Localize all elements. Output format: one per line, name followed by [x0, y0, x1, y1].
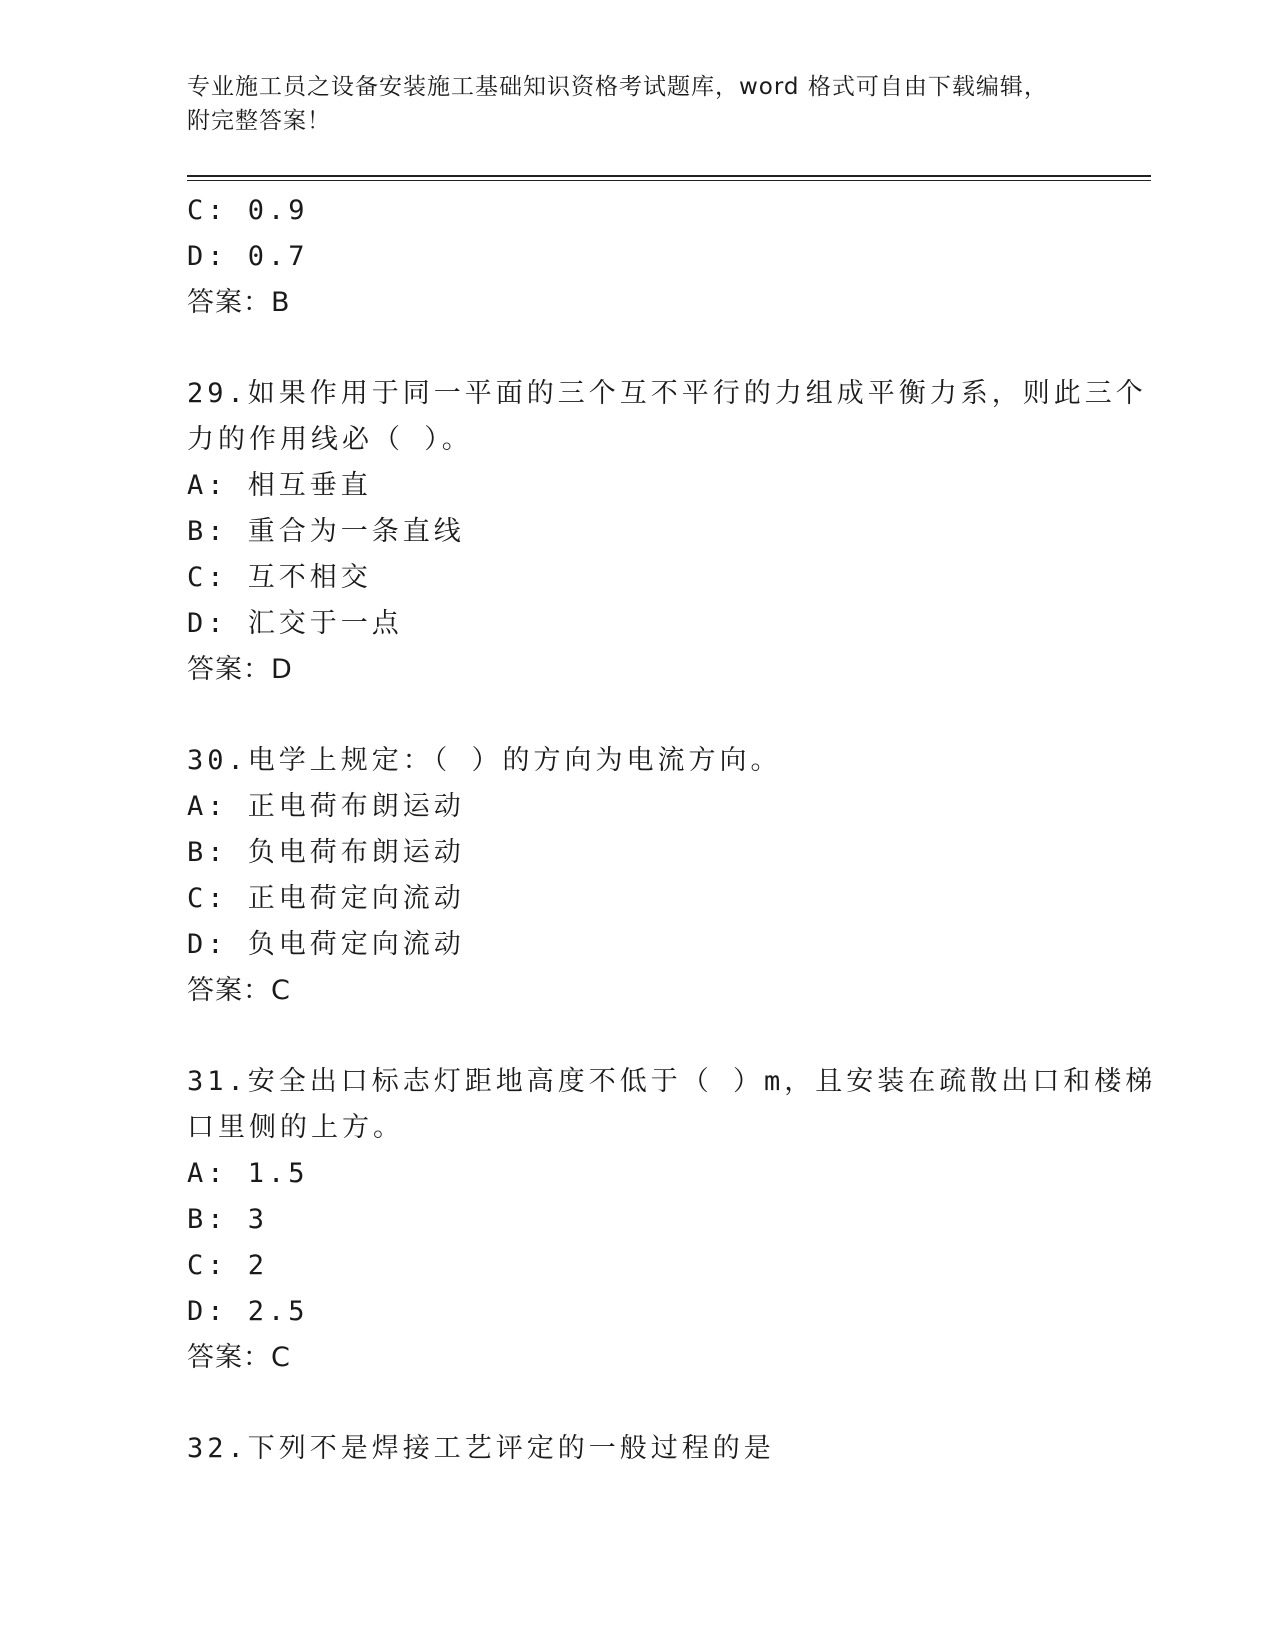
option-d: D: 2.5	[187, 1296, 309, 1327]
spacer	[187, 693, 1087, 738]
option-c: C: 2	[187, 1250, 269, 1281]
spacer	[187, 1014, 1087, 1059]
answer-line: 答案：C	[187, 1342, 291, 1373]
question-text-line-1: 32.下列不是焊接工艺评定的一般过程的是	[187, 1433, 775, 1464]
answer-line: 答案：D	[187, 654, 293, 685]
option-a: A: 1.5	[187, 1158, 309, 1189]
option-b: B: 负电荷布朗运动	[187, 837, 465, 868]
spacer	[187, 326, 1087, 371]
question-31	[187, 1059, 1157, 1381]
question-text-line-2: 力的作用线必（ ）。	[187, 424, 473, 455]
option-b: B: 3	[187, 1204, 269, 1235]
option-c: C: 0.9	[187, 195, 309, 226]
option-c: C: 互不相交	[187, 562, 372, 593]
question-text-line-2: 口里侧的上方。	[187, 1112, 404, 1143]
option-b: B: 重合为一条直线	[187, 516, 465, 547]
page-header	[187, 70, 1067, 138]
question-list	[187, 188, 1157, 1472]
option-a: A: 相互垂直	[187, 470, 372, 501]
option-c: C: 正电荷定向流动	[187, 883, 465, 914]
question-29	[187, 371, 1147, 693]
option-a: A: 正电荷布朗运动	[187, 791, 465, 822]
header-divider	[187, 175, 1151, 181]
option-d: D: 汇交于一点	[187, 608, 403, 639]
header-line-2: 附完整答案！	[187, 108, 331, 134]
question-text-line-1: 29.如果作用于同一平面的三个互不平行的力组成平衡力系，则此三个	[187, 378, 1147, 409]
question-30	[187, 738, 1087, 1014]
question-text-line-1: 30.电学上规定：（ ）的方向为电流方向。	[187, 745, 782, 776]
option-d: D: 0.7	[187, 241, 309, 272]
answer-line: 答案：B	[187, 287, 291, 318]
question-32	[187, 1426, 1087, 1472]
answer-line: 答案：C	[187, 975, 291, 1006]
spacer	[187, 1381, 1087, 1426]
header-line-1: 专业施工员之设备安装施工基础知识资格考试题库，word 格式可自由下载编辑，	[187, 74, 1048, 100]
question-28-partial	[187, 188, 1087, 326]
question-text-line-1: 31.安全出口标志灯距地高度不低于（ ）m，且安装在疏散出口和楼梯	[187, 1066, 1157, 1097]
option-d: D: 负电荷定向流动	[187, 929, 465, 960]
